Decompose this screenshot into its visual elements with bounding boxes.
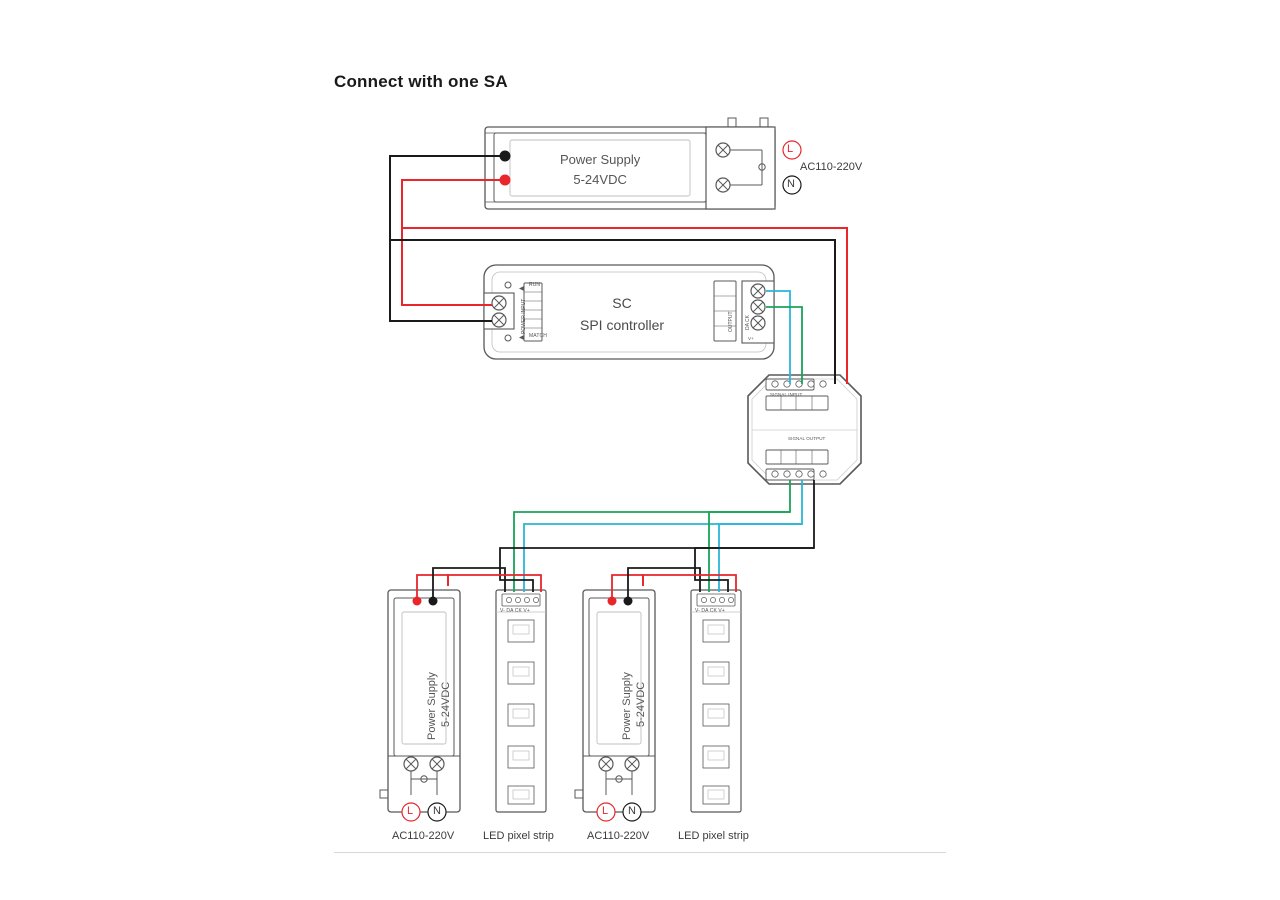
sc-output-pins: DA CK — [745, 314, 751, 330]
psu2-mains-label: AC110-220V — [587, 830, 650, 842]
psu1-terminal-n: N — [433, 805, 441, 817]
sa-signal-input-label: SIGNAL INPUT — [770, 392, 803, 397]
sa-module-body — [748, 375, 861, 484]
sc-line2: SPI controller — [580, 317, 665, 334]
top-psu-terminal-l: L — [787, 143, 794, 155]
psu1-line2: 5-24VDC — [440, 681, 452, 727]
strip2-pin-label: V- DA CK V+ — [695, 608, 725, 614]
sc-output-pin-row: V+ — [748, 336, 754, 341]
sc-match-marker: MATCH — [529, 333, 547, 339]
psu2-terminal-n: N — [628, 805, 636, 817]
psu2-line2: 5-24VDC — [635, 681, 647, 727]
strip2-label: LED pixel strip — [678, 830, 749, 842]
led-strip-1-body — [496, 590, 546, 812]
sc-run-marker: RUN — [529, 282, 541, 288]
led-strip-2-body — [691, 590, 741, 812]
strip1-label: LED pixel strip — [483, 830, 554, 842]
psu1-terminal-l: L — [407, 805, 414, 817]
sc-line1: SC — [612, 295, 632, 311]
psu2-line1: Power Supply — [621, 672, 633, 740]
sc-output-label: OUTPUT — [728, 311, 734, 332]
psu1-mains-label: AC110-220V — [392, 830, 455, 842]
top-psu-mains-label: AC110-220V — [800, 161, 863, 173]
top-psu-terminal-n: N — [787, 178, 795, 190]
sc-power-input-label: POWER INPUT — [521, 298, 527, 334]
footer-divider — [334, 852, 946, 853]
top-psu-line1: Power Supply — [560, 152, 641, 167]
psu2-terminal-l: L — [602, 805, 609, 817]
top-psu-line2: 5-24VDC — [573, 171, 627, 187]
sa-signal-output-label: SIGNAL OUTPUT — [788, 436, 826, 441]
psu1-line1: Power Supply — [426, 672, 438, 740]
page-title: Connect with one SA — [334, 72, 508, 91]
top-power-supply-body — [485, 118, 801, 209]
strip1-pin-label: V- DA CK V+ — [500, 608, 530, 614]
